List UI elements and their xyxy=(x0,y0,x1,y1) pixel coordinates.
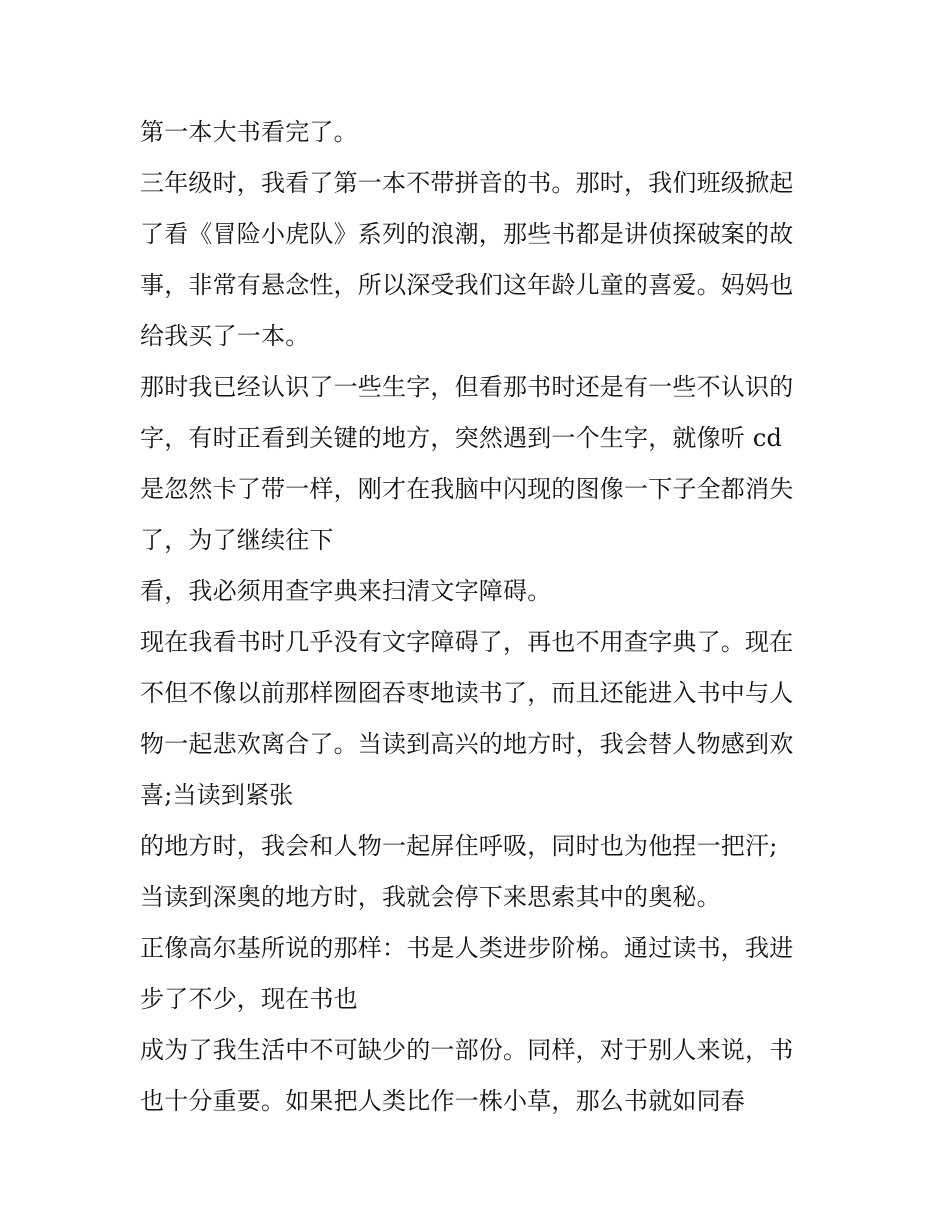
text-line: 也十分重要。如果把人类比作一株小草，那么书就如同春 xyxy=(140,1087,745,1115)
text-line: 成为了我生活中不可缺少的一部份。同样，对于别人来说，书 xyxy=(140,1036,794,1064)
text-line: 当读到深奥的地方时，我就会停下来思索其中的奥秘。 xyxy=(140,883,721,911)
text-line: 物一起悲欢离合了。当读到高兴的地方时，我会替人物感到欢 xyxy=(140,730,794,758)
text-line: 三年级时，我看了第一本不带拼音的书。那时，我们班级掀起 xyxy=(140,169,794,197)
essay-text xyxy=(140,107,820,1127)
text-line: 喜;当读到紧张 xyxy=(140,781,294,809)
text-line: 现在我看书时几乎没有文字障碍了，再也不用查字典了。现在 xyxy=(140,628,794,656)
text-line: 给我买了一本。 xyxy=(140,322,310,350)
text-line: 不但不像以前那样囫囵吞枣地读书了，而且还能进入书中与人 xyxy=(140,679,794,707)
text-line: 看，我必须用查字典来扫清文字障碍。 xyxy=(140,577,552,605)
text-line: 了，为了继续往下 xyxy=(140,526,334,554)
text-line: 了看《冒险小虎队》系列的浪潮，那些书都是讲侦探破案的故 xyxy=(140,220,794,248)
text-line: 的地方时，我会和人物一起屏住呼吸，同时也为他捏一把汗; xyxy=(140,832,778,860)
text-line: 第一本大书看完了。 xyxy=(140,118,358,146)
text-line: 那时我已经认识了一些生字，但看那书时还是有一些不认识的 xyxy=(140,373,794,401)
text-line: 字，有时正看到关键的地方，突然遇到一个生字，就像听 cd xyxy=(140,424,783,452)
text-line: 步了不少，现在书也 xyxy=(140,985,358,1013)
text-line: 正像高尔基所说的那样：书是人类进步阶梯。通过读书，我进 xyxy=(140,934,794,962)
text-line: 事，非常有悬念性，所以深受我们这年龄儿童的喜爱。妈妈也 xyxy=(140,271,794,299)
text-line: 是忽然卡了带一样，刚才在我脑中闪现的图像一下子全都消失 xyxy=(140,475,794,503)
